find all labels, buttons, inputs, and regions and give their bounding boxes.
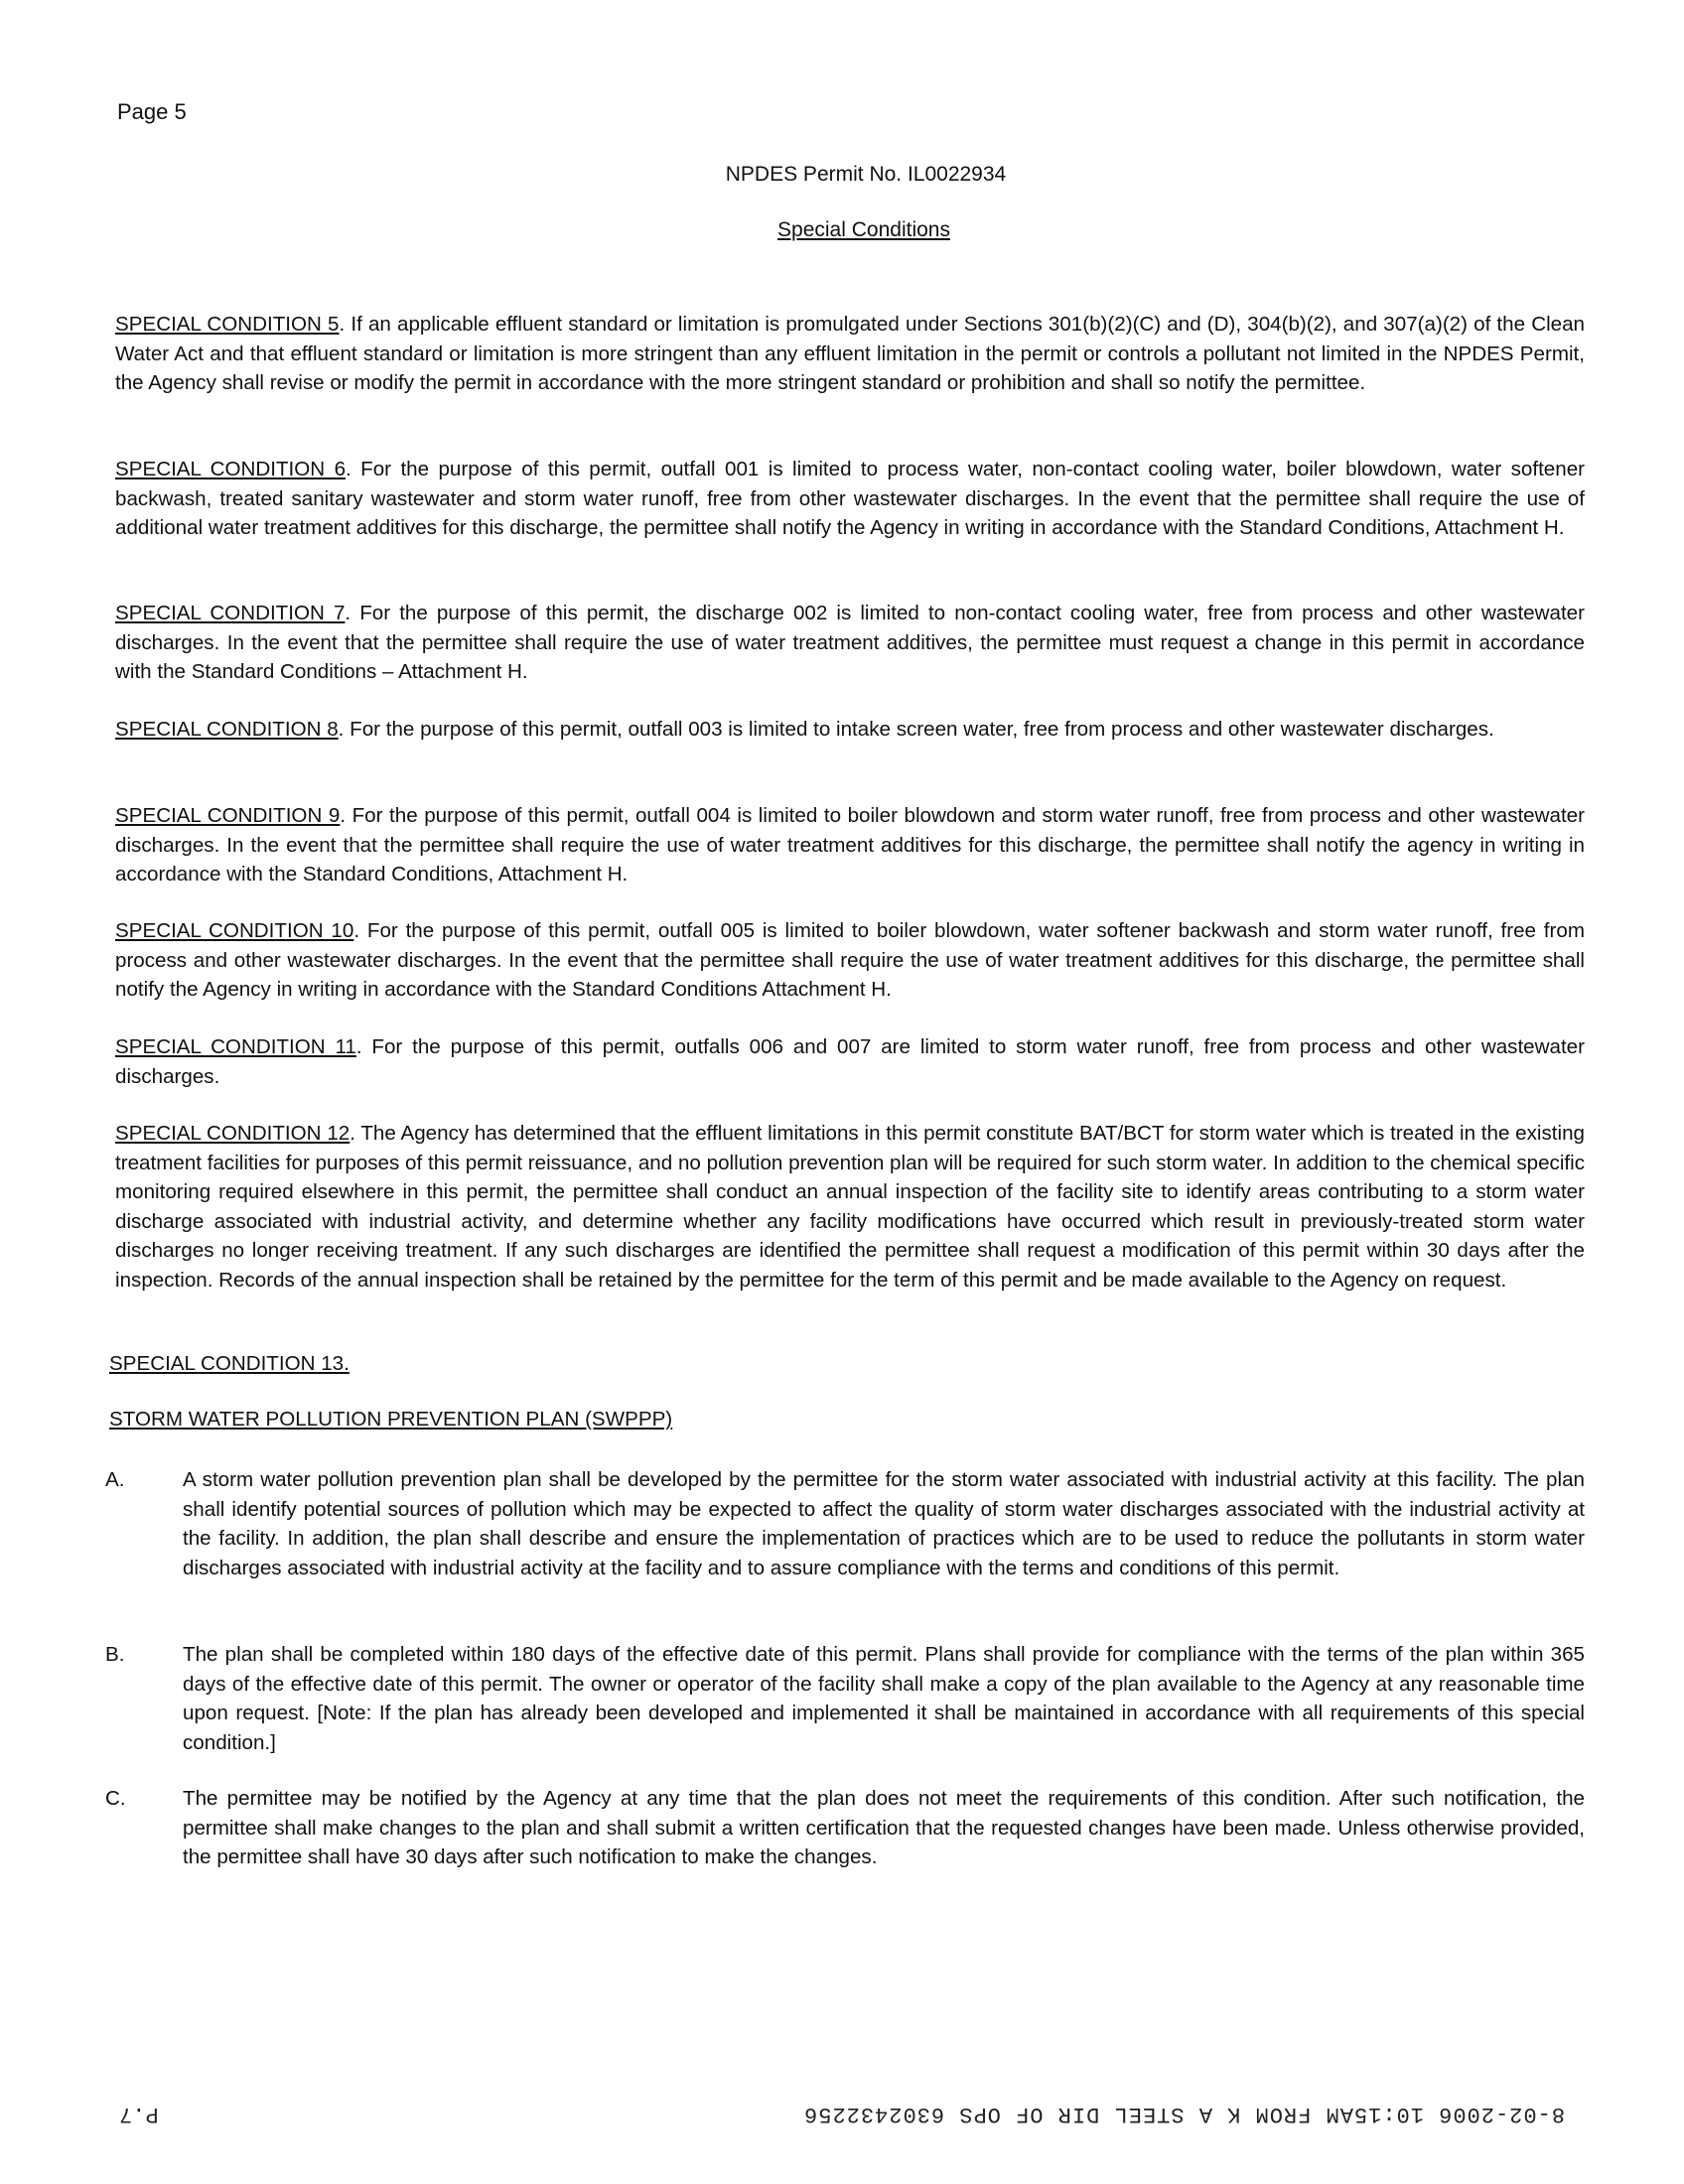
special-condition-8	[115, 715, 1585, 745]
special-condition-7	[115, 599, 1585, 687]
item-letter: B.	[105, 1643, 125, 1666]
condition-text: . The Agency has determined that the effluent limitations in this permit constitute BAT/BCT for storm water which is treated in the existing treatment facilities for purposes of this permit reissuance, and no pollution prevention plan will be required for such storm water. In addition to the chemical specific monitoring required elsewhere in this permit, the permittee shall conduct an annual inspection of the facility site to identify areas contributing to a storm water discharge associated with industrial activity, and determine whether any facility modifications have occurred which result in previously-treated storm water discharges no longer receiving treatment. If any such discharges are identified the permittee shall request a modification of this permit within 30 days after the inspection. Records of the annual inspection shall be retained by the permittee for the term of this permit and be made available to the Agency on request.	[115, 1122, 1586, 1292]
page-number: Page 5	[117, 99, 187, 124]
section-title: Special Conditions	[777, 218, 950, 241]
condition-heading: SPECIAL CONDITION 7	[115, 602, 346, 624]
swppp-heading: STORM WATER POLLUTION PREVENTION PLAN (SWPPP)	[109, 1408, 673, 1431]
condition-heading: SPECIAL CONDITION 11	[115, 1035, 356, 1058]
condition-heading: SPECIAL CONDITION 6	[115, 458, 347, 480]
condition-heading: SPECIAL CONDITION 12	[115, 1122, 351, 1145]
special-condition-11	[115, 1032, 1585, 1091]
fax-footer	[0, 2093, 1684, 2132]
item-text: The plan shall be completed within 180 days of the effective date of this permit. Plans shall provide for compliance with the terms of the plan within 365 days of the effective date of this permit. The owner or operator of the facility shall make a copy of the plan available to the Agency at any reasonable time upon request. [Note: If the plan has already been developed and implemented it shall be maintained in accordance with all requirements of this special condition.]	[183, 1643, 1585, 1754]
condition-text: . For the purpose of this permit, the discharge 002 is limited to non-contact cooling water, free from process and other wastewater discharges. In the event that the permittee shall require the use of water treatment additives, the permittee must request a change in this permit in accordance with the Standard Conditions – Attachment H.	[115, 602, 1585, 683]
condition-text: . For the purpose of this permit, outfall 001 is limited to process water, non-contact cooling water, boiler blowdown, water softener backwash, treated sanitary wastewater and storm water runoff, free from other wastewater discharges. In the event that the permittee shall require the use of additional water treatment additives for this discharge, the permittee shall notify the Agency in writing in accordance with the Standard Conditions, Attachment H.	[115, 458, 1586, 539]
condition-text: . If an applicable effluent standard or limitation is promulgated under Sections 301(b)(2)(C) and (D), 304(b)(2), and 307(a)(2) of the Clean Water Act and that effluent standard or limitation is more stringent than any effluent limitation in the permit or controls a pollutant not limited in the NPDES Permit, the Agency shall revise or modify the permit in accordance with the more stringent standard or prohibition and shall so notify the permittee.	[115, 313, 1586, 394]
special-condition-13-heading: SPECIAL CONDITION 13.	[109, 1352, 350, 1375]
special-condition-6	[115, 455, 1585, 543]
special-condition-5	[115, 310, 1585, 398]
permit-number: NPDES Permit No. IL0022934	[725, 163, 1007, 186]
fax-page-number: P.7	[119, 2102, 159, 2126]
swppp-item-b	[105, 1640, 1585, 1757]
item-text: The permittee may be notified by the Agency at any time that the plan does not meet the requirements of this condition. After such notification, the permittee shall make changes to the plan and shall submit a written certification that the requested changes have been made. Unless otherwise provided, the permittee shall have 30 days after such notification to make the changes.	[183, 1787, 1585, 1868]
condition-heading: SPECIAL CONDITION 5	[115, 313, 340, 336]
condition-text: . For the purpose of this permit, outfall 004 is limited to boiler blowdown and storm water runoff, free from process and other wastewater discharges. In the event that the permittee shall require the use of water treatment additives for this discharge, the permittee shall notify the agency in writing in accordance with the Standard Conditions, Attachment H.	[115, 804, 1585, 886]
condition-text: . For the purpose of this permit, outfalls 006 and 007 are limited to storm water runoff, free from process and other wastewater discharges.	[115, 1035, 1585, 1088]
item-letter: A.	[105, 1468, 125, 1491]
condition-heading: SPECIAL CONDITION 8	[115, 718, 339, 741]
condition-heading: SPECIAL CONDITION 9	[115, 804, 341, 827]
special-condition-12	[115, 1119, 1585, 1295]
swppp-item-c	[105, 1784, 1585, 1872]
special-condition-10	[115, 916, 1585, 1005]
special-condition-9	[115, 801, 1585, 889]
condition-text: . For the purpose of this permit, outfall 003 is limited to intake screen water, free from process and other wastewater discharges.	[338, 718, 1494, 741]
swppp-item-a	[105, 1465, 1585, 1582]
condition-text: . For the purpose of this permit, outfall 005 is limited to boiler blowdown, water softener backwash and storm water runoff, free from process and other wastewater discharges. In the event that the permittee shall require the use of water treatment additives for this discharge, the permittee shall notify the Agency in writing in accordance with the Standard Conditions Attachment H.	[115, 919, 1585, 1001]
condition-heading: SPECIAL CONDITION 10	[115, 919, 354, 942]
fax-stamp: 8-02-2006 10:15AM FROM K A STEEL DIR OF OPS 6302432256	[803, 2102, 1565, 2126]
item-text: A storm water pollution prevention plan shall be developed by the permittee for the storm water associated with industrial activity at this facility. The plan shall identify potential sources of pollution which may be expected to affect the quality of storm water discharges associated with the industrial activity at the facility. In addition, the plan shall describe and ensure the implementation of practices which are to be used to reduce the pollutants in storm water discharges associated with industrial activity at the facility and to assure compliance with the terms and conditions of this permit.	[183, 1468, 1585, 1579]
item-letter: C.	[105, 1787, 126, 1810]
